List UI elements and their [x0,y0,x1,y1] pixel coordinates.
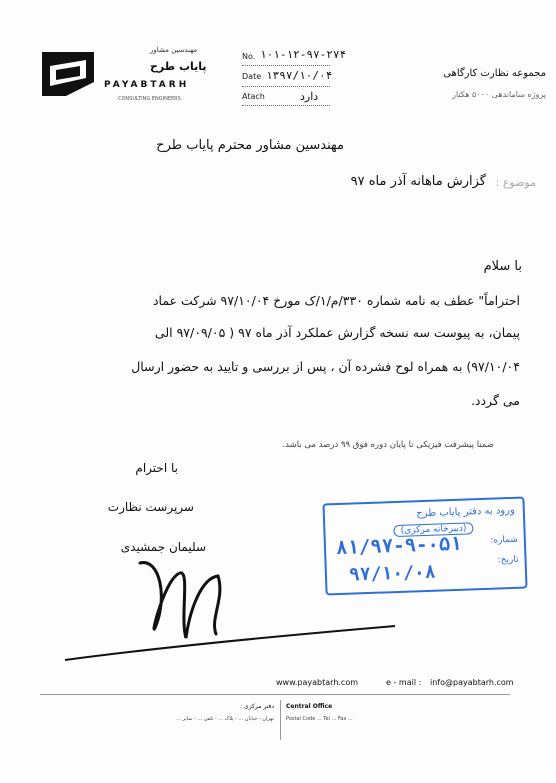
stamp-number-label: شماره: [490,534,519,546]
payabtarh-logo-icon [42,52,94,96]
signer-title: سرپرست نظارت [107,500,194,514]
no-label: No. [242,52,256,61]
company-name-en: PAYABTARH [104,80,190,90]
footer-website[interactable]: www.payabtarh.com [276,678,359,687]
footnote: ضمنا پیشرفت فیزیکی تا پایان دوره فوق ۹۹ درصد می باشد. [282,440,494,450]
stamp-line1: ورود به دفتر پایاب طرح [416,504,516,520]
company-sub-fa: مهندسین مشاور [150,46,198,54]
footer-vertical-divider [280,700,281,740]
signer-name: سلیمان جمشیدی [120,540,206,554]
paragraph-line: احتراماً" عطف به نامه شماره ۳۳۰/م/۱/ک مورخ ۹۷/۱۰/۰۴ شرکت عماد [152,293,520,308]
project-title: مجموعه نظارت کارگاهی [443,68,546,79]
date-label: Date [242,72,262,81]
stamp-date-label: تاریخ: [497,554,519,566]
company-tagline-en: CONSULTING ENGINEERS [118,96,181,102]
project-sub: پروژه ساماندهی ۵۰۰۰ هکتار [452,90,546,99]
footer-address-fa: تهران - خیابان ... - پلاک ... - تلفن ... - نمابر ... [176,716,274,722]
subject-label: موضوع : [495,176,536,189]
footer-email-label: e - mail : [386,678,422,687]
greeting: با سلام [483,259,522,274]
date-value: ۱۳۹۷/۱۰/۰۴ [266,69,333,82]
attach-underline [242,104,330,106]
company-name-fa: پایاب طرح [150,60,207,73]
signature-underline [60,620,400,670]
footer-central-office-en: Central Office [286,703,333,710]
no-underline [242,64,330,66]
footer-central-office-fa: دفتر مرکزی : [240,703,274,710]
attach-label: Atach [242,92,265,101]
paragraph-line: می گردد. [470,393,520,408]
subject: گزارش ماهانه آذر ماه ۹۷ [350,174,486,189]
footer-divider [40,694,510,695]
attach-value: دارد [300,90,319,103]
footer-address-en: Postal Code ... Tel ... Fax ... [286,716,353,722]
registration-stamp [322,497,527,596]
stamp-date-value: ۹۷/۱۰/۰۸ [348,561,436,586]
recipient: مهندسین مشاور محترم پایاب طرح [156,138,344,153]
closing: با احترام [135,461,178,475]
no-value: ۱۰۱-۱۲-۹۷-۲۷۴ [260,48,347,61]
stamp-line2: (دبیرخانه مرکزی) [393,522,473,537]
stamp-number-value: ۸۱/۹۷-۹-۰۵۱ [335,532,463,560]
paragraph-line: ۹۷/۱۰/۰۴) به همراه لوح فشرده آن ، پس از بررسی و تایید به حضور ارسال [131,359,520,374]
paragraph-line: پیمان، به پیوست سه نسخه گزارش عملکرد آذر ماه ۹۷ ( ۹۷/۰۹/۰۵ الی [154,325,520,340]
date-underline [242,85,330,87]
footer-email[interactable]: info@payabtarh.com [430,678,514,687]
